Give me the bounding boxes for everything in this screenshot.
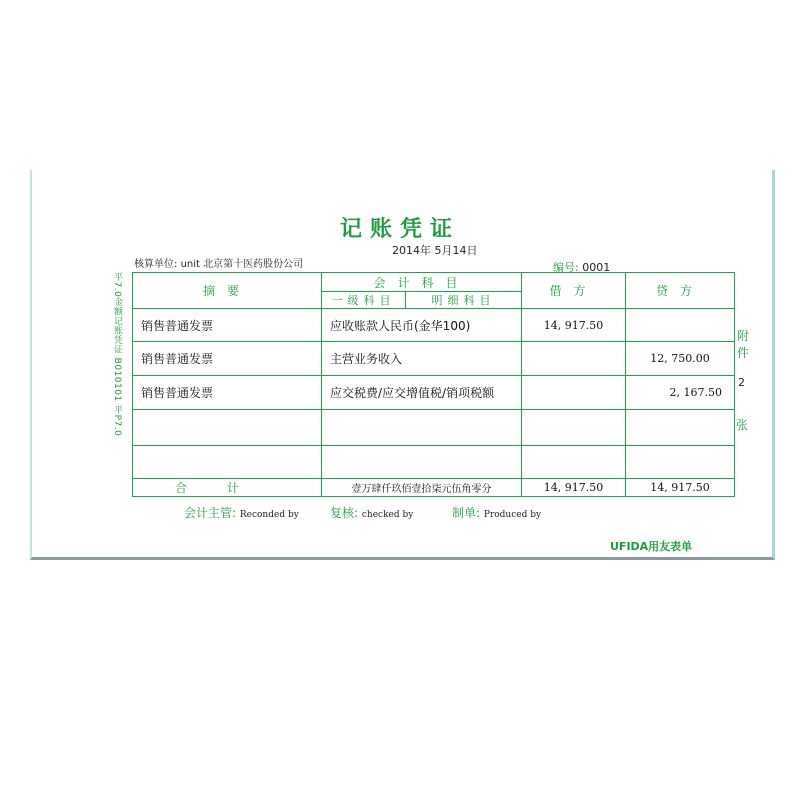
date-month-day: 5月14日 [434, 244, 478, 257]
supervisor-label: 会计主管: [184, 506, 237, 520]
total-debit: 14, 917.50 [522, 479, 626, 497]
table-row [133, 376, 735, 410]
attachment-label-2: 件 [736, 346, 749, 360]
date-year: 2014年 [392, 244, 431, 257]
total-row [133, 479, 735, 497]
table-row [133, 342, 735, 376]
unit-value: unit 北京第十医药股份公司 [180, 259, 304, 270]
table-row [133, 446, 735, 479]
voucher-title: 记账凭证 [339, 216, 460, 242]
row-credit [626, 410, 735, 446]
side-form-code: 平7.0金额记账凭证 B010101 平P7.0 [112, 272, 122, 437]
row-summary [133, 446, 322, 479]
total-credit: 14, 917.50 [626, 479, 735, 497]
row-summary: 销售普通发票 [133, 342, 322, 376]
supervisor-en: Reconded by [239, 510, 299, 520]
checker-en: checked by [361, 510, 414, 520]
accounting-unit [134, 255, 303, 270]
checker-signature [330, 504, 413, 521]
header-account-detail: 明细科目 [406, 292, 522, 309]
header-credit: 贷方 [626, 273, 735, 309]
header-account: 会计科目 [322, 273, 522, 292]
table-row [133, 309, 735, 342]
maker-en: Produced by [483, 510, 542, 520]
attachment-label-1: 附 [736, 329, 749, 343]
row-debit [522, 410, 626, 446]
supervisor-signature [184, 504, 299, 521]
brand-logo-text: UFIDA用友表单 [610, 540, 693, 553]
row-summary [133, 410, 322, 446]
table-row [133, 410, 735, 446]
row-account: 应收账款人民币(金华100) [322, 309, 522, 342]
row-summary: 销售普通发票 [133, 309, 322, 342]
voucher-table [132, 272, 735, 497]
total-label: 合计 [133, 479, 322, 497]
row-debit [522, 376, 626, 410]
checker-label: 复核: [330, 506, 359, 520]
voucher-date [392, 242, 478, 258]
header-debit: 借方 [522, 273, 626, 309]
maker-label: 制单: [452, 506, 481, 520]
row-summary: 销售普通发票 [133, 376, 322, 410]
row-account [322, 410, 522, 446]
row-credit [626, 446, 735, 479]
header-summary: 摘要 [133, 273, 322, 309]
header-account-level1: 一级科目 [322, 292, 406, 309]
maker-signature [452, 504, 541, 521]
total-words: 壹万肆仟玖佰壹拾柒元伍角零分 [322, 479, 522, 497]
row-account: 主营业务收入 [322, 342, 522, 376]
number-value: 0001 [582, 261, 611, 274]
row-credit [626, 309, 735, 342]
row-debit [522, 446, 626, 479]
row-debit: 14, 917.50 [522, 309, 626, 342]
unit-label: 核算单位: [134, 259, 178, 270]
row-credit: 12, 750.00 [626, 342, 735, 376]
row-debit [522, 342, 626, 376]
number-label: 编号: [553, 261, 579, 274]
row-account: 应交税费/应交增值税/销项税额 [322, 376, 522, 410]
row-account [322, 446, 522, 479]
attachment-label [736, 328, 750, 362]
attachment-count: 2 [738, 376, 745, 389]
attachment-unit: 张 [736, 418, 749, 432]
row-credit: 2, 167.50 [626, 376, 735, 410]
